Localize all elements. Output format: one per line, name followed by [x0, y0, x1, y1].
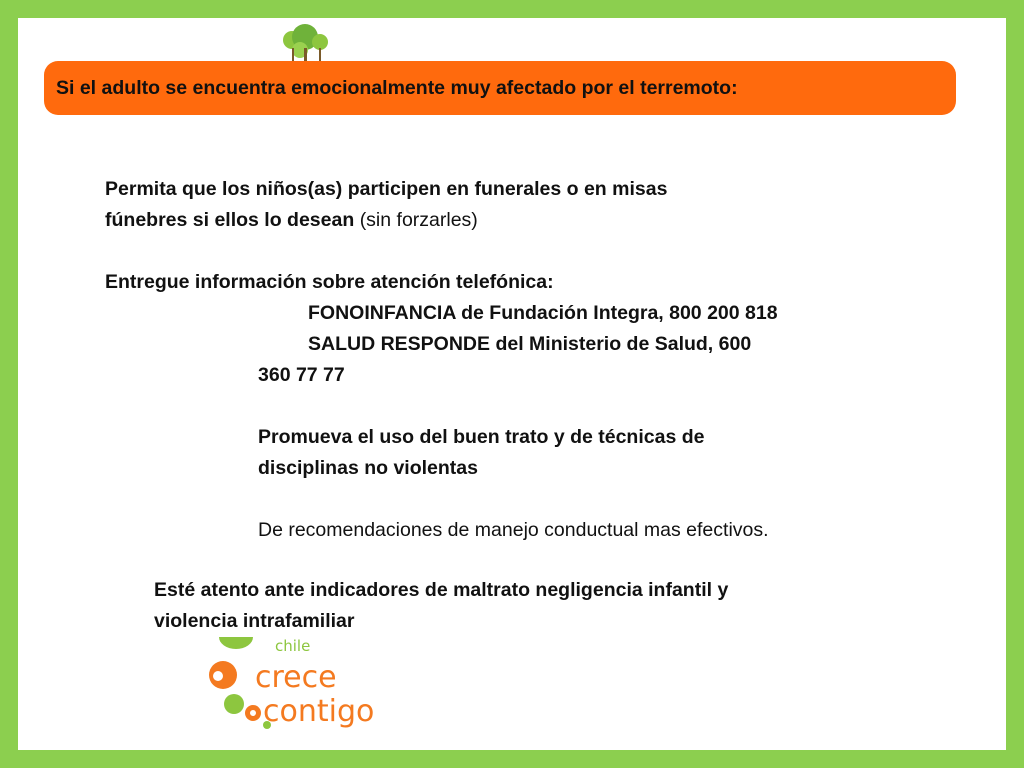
p1-line1: Permita que los niños(as) participen en funerales o en misas	[105, 178, 668, 200]
p5-line2: violencia intrafamiliar	[154, 610, 355, 632]
slide	[18, 18, 1006, 750]
p1-line2-bold: fúnebres si ellos lo desean	[105, 209, 355, 231]
p4-line1: De recomendaciones de manejo conductual mas efectivos.	[258, 519, 769, 541]
chile-crece-contigo-logo	[201, 633, 386, 733]
p2-line1: FONOINFANCIA de Fundación Integra, 800 200 818	[308, 302, 778, 324]
p2-line2: SALUD RESPONDE del Ministerio de Salud, 600	[308, 333, 752, 355]
title-banner	[44, 61, 956, 115]
logo-word-chile: chile	[275, 637, 311, 655]
p3-line1: Promueva el uso del buen trato y de técnicas de	[258, 426, 705, 448]
p1-line2	[105, 205, 478, 236]
p2-heading: Entregue información sobre atención telefónica:	[105, 271, 554, 293]
p1-line2-normal: (sin forzarles)	[359, 209, 478, 231]
p3-line2: disciplinas no violentas	[258, 457, 478, 479]
logo-word-contigo: contigo	[263, 694, 375, 729]
banner-title: Si el adulto se encuentra emocionalmente muy afectado por el terremoto:	[56, 76, 738, 99]
p5-line1: Esté atento ante indicadores de maltrato negligencia infantil y	[154, 579, 729, 601]
p2-line3: 360 77 77	[258, 364, 345, 386]
logo-word-crece: crece	[255, 660, 337, 695]
